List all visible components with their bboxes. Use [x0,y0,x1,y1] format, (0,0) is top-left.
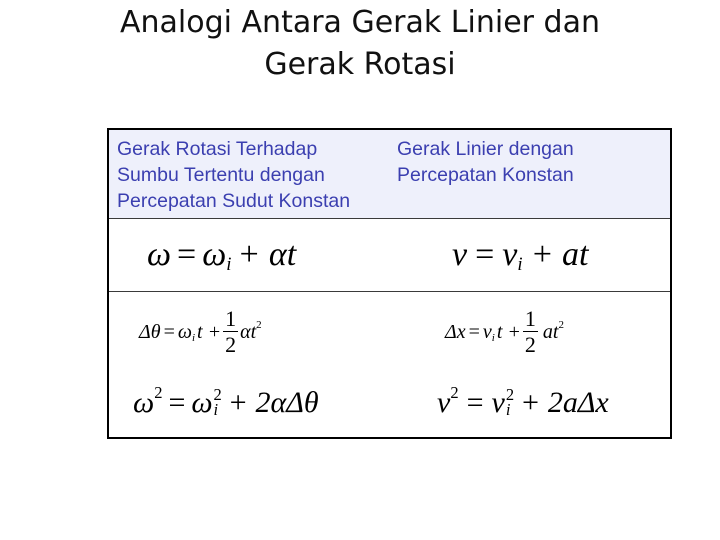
eq-sub-sup [505,385,515,419]
linear-velocity-equation [452,236,588,274]
header-rotation-line: Percepatan Sudut Konstan [117,190,351,212]
fraction-denominator: 2 [225,332,237,357]
eq-subscript: i [226,254,232,276]
eq-term: + 2aΔx [520,386,609,419]
header-linear-line: Gerak Linier dengan [397,138,574,160]
eq-lhs: ω [147,236,172,273]
eq-lhs: Δθ [139,320,161,343]
eq-lhs: Δx [445,320,466,343]
eq-term: v [491,386,505,419]
eq-term: ω [177,320,192,343]
header-rotation [117,136,350,214]
eq-lhs: ω [133,386,155,419]
title-line-1: Analogi Antara Gerak Linier dan [120,5,600,40]
fraction-one-half [523,308,538,356]
eq-lhs: v [437,386,451,419]
eq-equals: = [468,320,480,343]
header-linear [397,136,574,188]
eq-subscript: i [517,254,523,276]
title-line-2: Gerak Rotasi [264,47,456,82]
eq-term: ω [191,386,213,419]
fraction-one-half [223,308,238,356]
eq-superscript: 2 [505,385,515,405]
eq-subscript: i [505,400,511,419]
eq-superscript: 2 [213,385,222,405]
eq-equals: = [475,236,495,273]
eq-superscript: 2 [558,319,564,332]
header-rotation-line: Sumbu Tertentu dengan [117,164,325,186]
eq-superscript: 2 [256,319,262,332]
eq-term: t + [496,320,521,343]
eq-superscript: 2 [450,383,459,403]
eq-lhs: v [452,236,468,273]
eq-term: ω [202,236,227,273]
eq-term: + αt [237,236,297,273]
table-header-row [109,130,670,219]
fraction-numerator: 1 [225,306,237,331]
slide-title [0,2,720,86]
eq-term: at [542,320,559,343]
eq-term: t + [197,320,222,343]
eq-equals: = [168,386,186,419]
eq-equals: = [177,236,197,273]
eq-term: αt [240,320,257,343]
header-rotation-line: Gerak Rotasi Terhadap [117,138,318,160]
eq-subscript: i [491,332,495,345]
eq-term: v [502,236,518,273]
linear-displacement-equation [445,308,564,356]
eq-term: + at [530,236,589,273]
fraction-denominator: 2 [524,332,536,357]
rotation-velocity-squared-equation [133,383,319,420]
linear-velocity-squared-equation [437,383,609,420]
eq-term: v [482,320,492,343]
eq-subscript: i [191,332,196,345]
row-divider [109,291,670,292]
header-linear-line: Percepatan Konstan [397,164,574,186]
eq-equals: = [163,320,175,343]
rotation-displacement-equation [139,308,262,356]
eq-term: + 2αΔθ [227,386,319,419]
eq-subscript: i [213,400,219,419]
eq-sub-sup [213,385,222,419]
rotation-velocity-equation [147,236,296,274]
fraction-numerator: 1 [524,306,536,331]
eq-equals: = [466,386,484,419]
analogy-table [107,128,672,439]
eq-superscript: 2 [154,383,163,403]
